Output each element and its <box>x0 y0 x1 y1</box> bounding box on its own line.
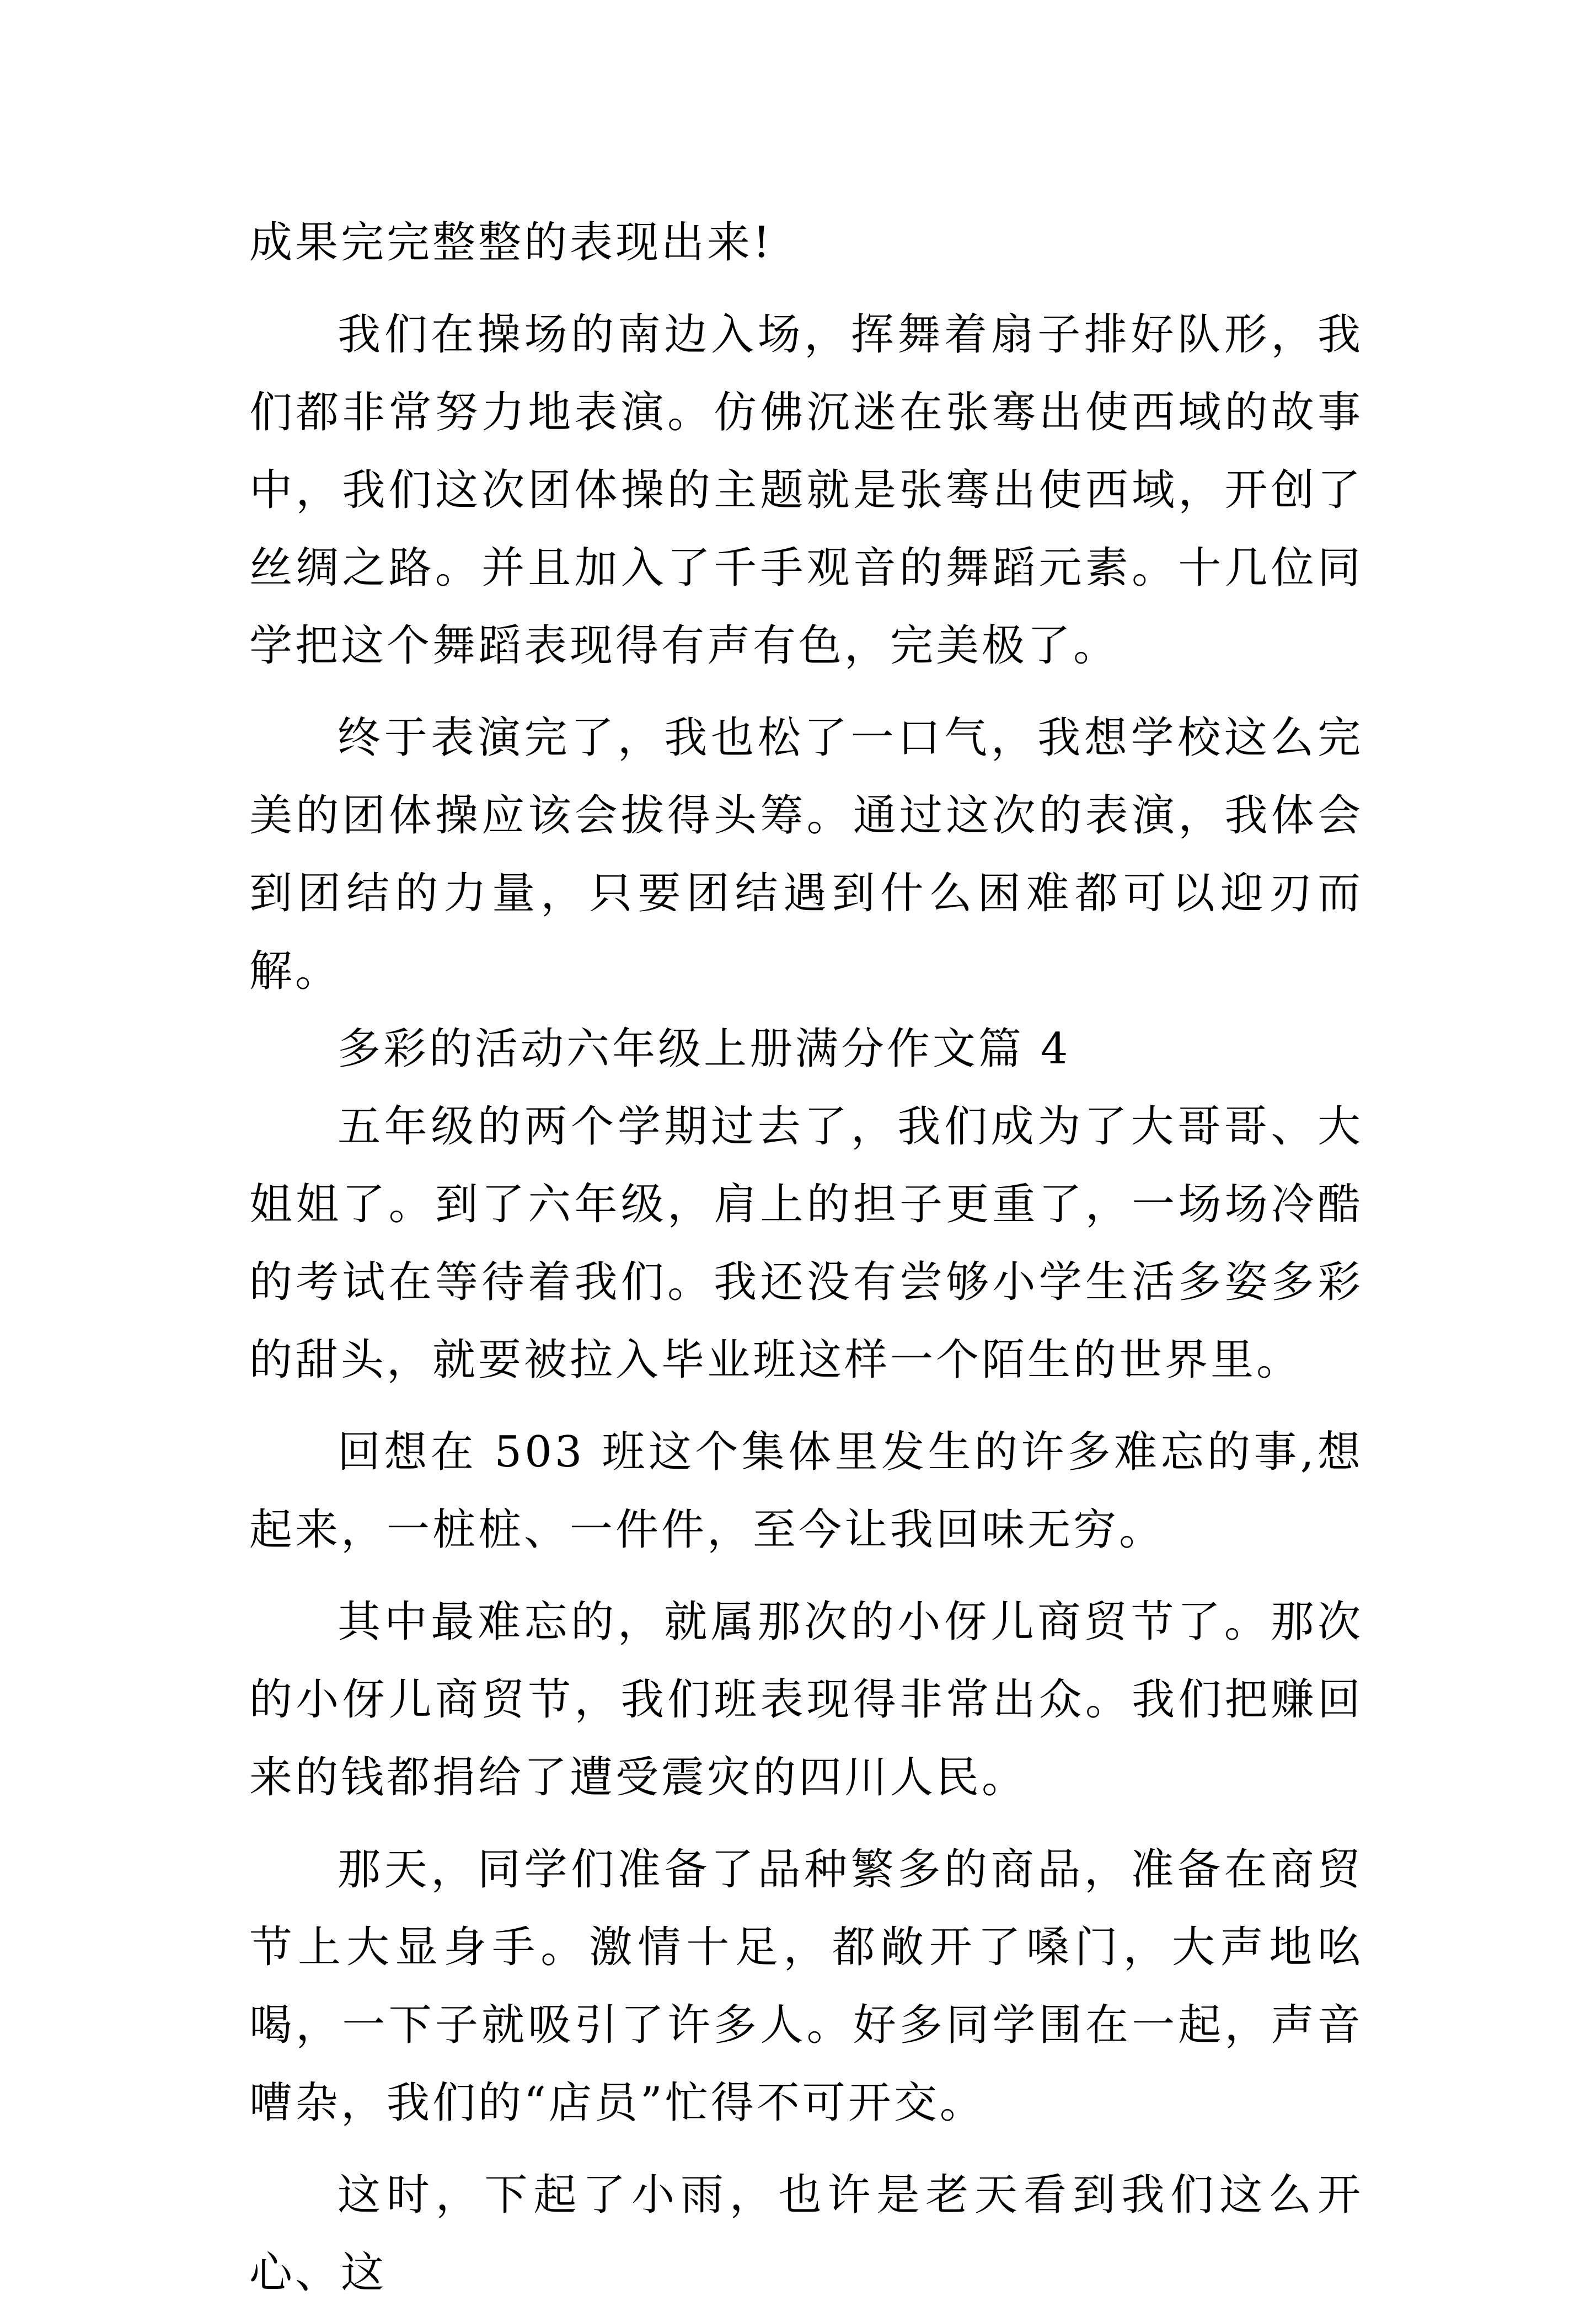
paragraph-8: 那天，同学们准备了品种繁多的商品，准备在商贸节上大显身手。激情十足，都敞开了嗓门，大声地吆喝，一下子就吸引了许多人。好多同学围在一起，声音嘈杂，我们的“店员”忙得不可开交。 <box>249 1845 1363 2128</box>
paragraph-6: 回想在 503 班这个集体里发生的许多难忘的事,想起来，一桩桩、一件件，至今让我回味无穷。 <box>249 1427 1363 1555</box>
paragraph-1: 成果完完整整的表现出来! <box>249 218 773 267</box>
document-body <box>249 204 1363 2312</box>
paragraph-7: 其中最难忘的，就属那次的小伢儿商贸节了。那次的小伢儿商贸节，我们班表现得非常出众。我们把赚回来的钱都捐给了遭受震灾的四川人民。 <box>249 1597 1363 1802</box>
paragraph-3: 终于表演完了，我也松了一口气，我想学校这么完美的团体操应该会拔得头筹。通过这次的表演，我体会到团结的力量，只要团结遇到什么困难都可以迎刃而解。 <box>249 713 1363 996</box>
paragraph-2: 我们在操场的南边入场，挥舞着扇子排好队形，我们都非常努力地表演。仿佛沉迷在张骞出使西域的故事中，我们这次团体操的主题就是张骞出使西域，开创了丝绸之路。并且加入了千手观音的舞蹈元素。十几位同学把这个舞蹈表现得有声有色，完美极了。 <box>249 310 1363 671</box>
section-heading: 多彩的活动六年级上册满分作文篇 4 <box>338 1024 1071 1074</box>
paragraph-5: 五年级的两个学期过去了，我们成为了大哥哥、大姐姐了。到了六年级，肩上的担子更重了，一场场冷酷的考试在等待着我们。我还没有尝够小学生活多姿多彩的甜头，就要被拉入毕业班这样一个陌生的世界里。 <box>249 1102 1363 1385</box>
paragraph-9: 这时，下起了小雨，也许是老天看到我们这么开心、这 <box>249 2170 1363 2298</box>
